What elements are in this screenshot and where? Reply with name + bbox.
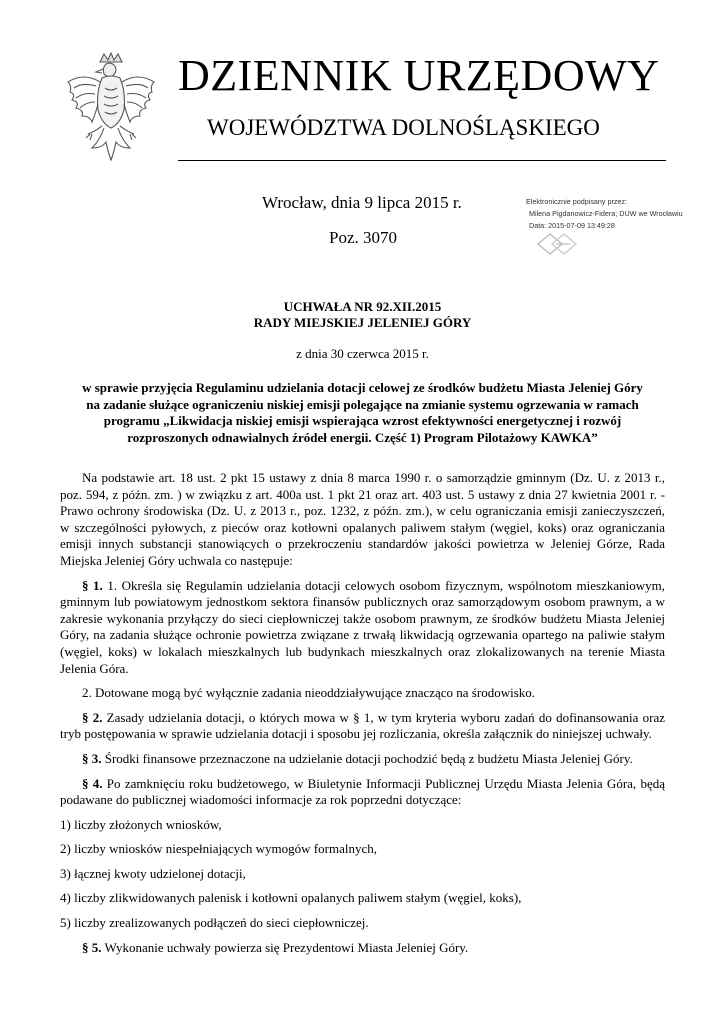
list-item: 1) liczby złożonych wniosków, bbox=[60, 816, 222, 832]
signature-line-3: Data: 2015-07-09 13:49:28 bbox=[529, 221, 615, 230]
section-3-mark: § 3. bbox=[82, 750, 102, 766]
signature-line-1: Elektronicznie podpisany przez: bbox=[526, 197, 628, 206]
electronic-signature-block bbox=[526, 196, 716, 232]
section-2-text: Zasady udzielania dotacji, o których mowa w § 1, w tym kryteria wyboru zadań do dofinansowania oraz tryb postępowania w sprawie udzielania dotacji i sposobu jej rozliczania, określa załącznik do niniejszej uchwały. bbox=[60, 709, 665, 742]
section-1-point-2: 2. Dotowane mogą być wyłącznie zadania nieoddziaływujące znacząco na środowisko. bbox=[82, 685, 536, 701]
list-item: 3) łącznej kwoty udzielonej dotacji, bbox=[60, 865, 246, 881]
section-4-paragraph bbox=[60, 776, 665, 809]
list-item: 4) liczby zlikwidowanych palenisk i kotłowni opalanych paliwem stałym (węgiel, koks), bbox=[60, 890, 522, 906]
polish-eagle-emblem-icon bbox=[62, 52, 160, 168]
section-1-text: 1. Określa się Regulamin udzielania dotacji celowych osobom fizycznym, wspólnotom mieszkaniowym, gminnym lub powiatowym jednostkom sektora finansów publicznych oraz samorządowym osobom prawnym, a w zakresie wykonania przyłączy do sieci ciepłowniczej także osobom prawnym, ze środków budżetu Miasta Jeleniej Góry, na zadania służące ochronie powietrza związane z trwałą likwidacją ogrzewania opartego na paliwie stałym (węgiel, koks) w lokalach mieszkalnych lub budynkach mieszkalnych oraz zlokalizowanych na terenie Miasta Jelenia Góra. bbox=[60, 577, 665, 676]
journal-title: DZIENNIK URZĘDOWY bbox=[178, 51, 660, 100]
section-2-paragraph bbox=[60, 710, 665, 743]
header-divider bbox=[178, 160, 666, 161]
resolution-subject: w sprawie przyjęcia Regulaminu udzielania dotacji celowej ze środków budżetu Miasta Jeleniej Góry na zadanie służące ograniczeniu niskiej emisji polegające na zmianie systemu ogrzewania w ramach programu „Likwidacja niskiej emisji wspierająca wzrost efektywności energetycznej i rozwój rozproszonych odnawialnych źródeł energii. Część 1) Program Pilotażowy KAWKA” bbox=[82, 380, 643, 445]
resolution-body bbox=[60, 470, 665, 964]
section-4-text: Po zamknięciu roku budżetowego, w Biuletynie Informacji Publicznej Urzędu Miasta Jelenia Góra, będą podawane do publicznej wiadomości informacje za rok poprzedni dotyczące: bbox=[60, 775, 665, 808]
position-number: Poz. 3070 bbox=[329, 228, 397, 247]
section-1-paragraph bbox=[60, 578, 665, 678]
resolution-number: UCHWAŁA NR 92.XII.2015 bbox=[283, 299, 442, 314]
section-5-text: Wykonanie uchwały powierza się Prezydentowi Miasta Jeleniej Góry. bbox=[101, 939, 469, 955]
section-3-text: Środki finansowe przeznaczone na udzielanie dotacji pochodzić będą z budżetu Miasta Jeleniej Góry. bbox=[101, 750, 633, 766]
journal-subtitle: WOJEWÓDZTWA DOLNOŚLĄSKIEGO bbox=[207, 115, 600, 140]
signature-line-2: Milena Pigdanowicz-Fidera; DUW we Wrocławiu bbox=[529, 209, 683, 218]
section-2-mark: § 2. bbox=[82, 709, 103, 725]
section-3-paragraph bbox=[60, 751, 665, 768]
resolution-date: z dnia 30 czerwca 2015 r. bbox=[296, 346, 429, 361]
section-5-mark: § 5. bbox=[82, 939, 102, 955]
resolution-council: RADY MIEJSKIEJ JELENIEJ GÓRY bbox=[253, 315, 472, 330]
section-4-mark: § 4. bbox=[82, 775, 103, 791]
section-1-mark: § 1. bbox=[82, 577, 103, 593]
preamble-paragraph: Na podstawie art. 18 ust. 2 pkt 15 ustawy z dnia 8 marca 1990 r. o samorządzie gminnym (Dz. U. z 2013 r., poz. 594, z późn. zm. ) w związku z art. 400a ust. 1 pkt 21 oraz art. 403 ust. 5 ustawy z dnia 27 kwietnia 2001 r. - Prawo ochrony środowiska (Dz. U. z 2013 r., poz. 1232, z późn. zm.), w celu ograniczania emisji zanieczyszczeń, w szczególności pyłowych, z pieców oraz kotłowni opalanych paliwem stałym (węgiel, koks) oraz ograniczania emisji innych substancji stanowiących o przekroczeniu standardów jakości powietrza w Jeleniej Górze, Rada Miejska Jeleniej Góry uchwala co następuje: bbox=[60, 470, 665, 568]
list-item: 2) liczby wniosków niespełniających wymogów formalnych, bbox=[60, 841, 377, 857]
section-5-paragraph bbox=[60, 940, 665, 957]
list-item: 5) liczby zrealizowanych podłączeń do sieci ciepłowniczej. bbox=[60, 915, 369, 931]
e-signature-mark-icon bbox=[534, 230, 594, 256]
publication-date: Wrocław, dnia 9 lipca 2015 r. bbox=[262, 193, 462, 212]
